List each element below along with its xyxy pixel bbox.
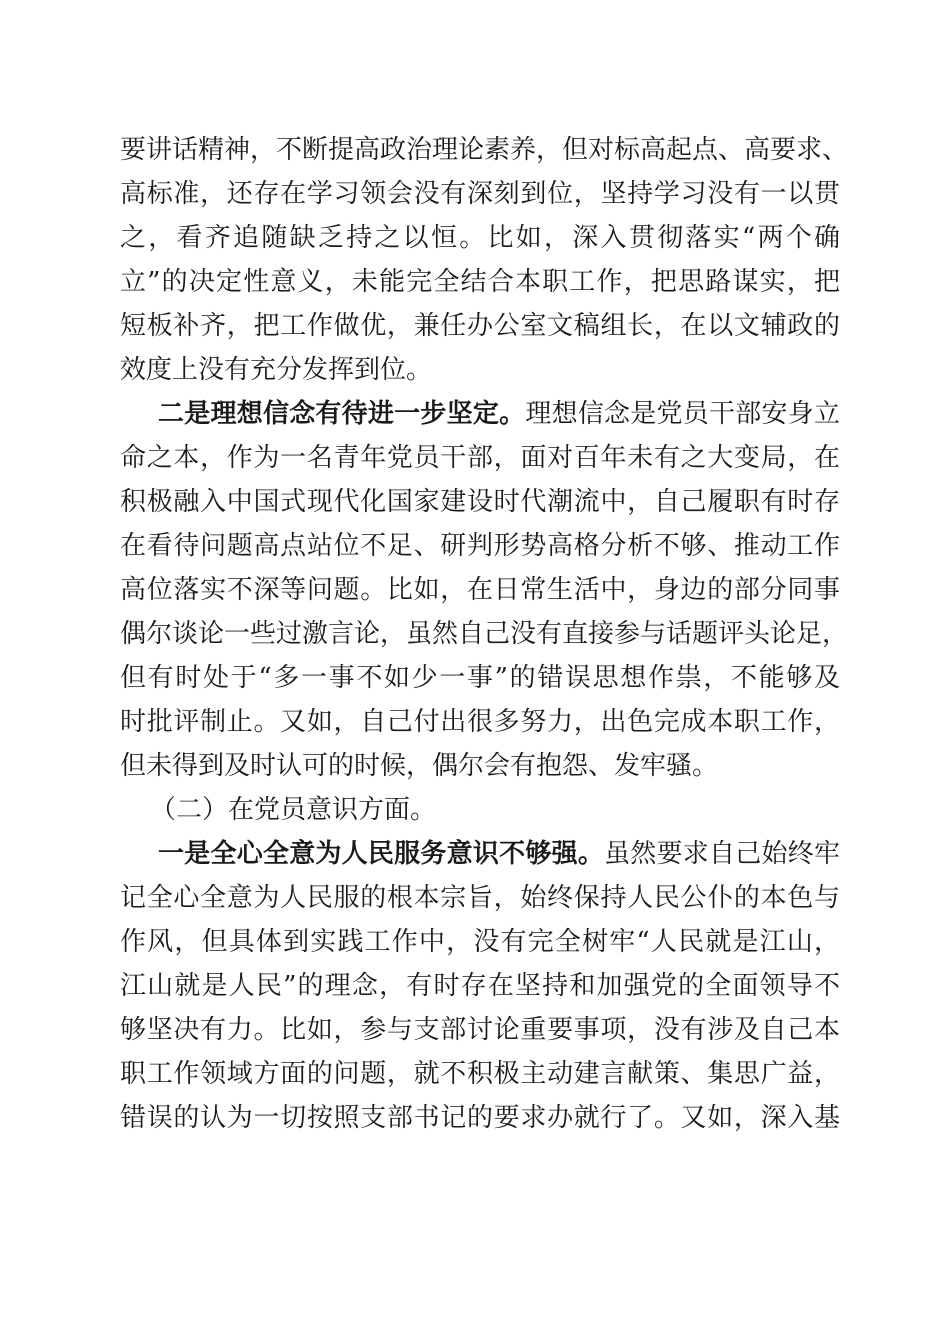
paragraph-1-line-1: 要讲话精神，不断提高政治理论素养，但对标高起点、高要求、 — [120, 135, 849, 165]
paragraph-2-line-2: 命之本，作为一名青年党员干部，面对百年未有之大变局，在 — [120, 443, 840, 473]
paragraph-2-line-4: 在看待问题高点站位不足、研判形势高格分析不够、推动工作 — [120, 531, 840, 561]
paragraph-3-line-4: 江山就是人民”的理念，有时存在坚持和加强党的全面领导不 — [120, 971, 840, 1001]
paragraph-1-line-4: 立”的决定性意义，未能完全结合本职工作，把思路谋实，把 — [120, 267, 840, 297]
paragraph-2-heading: 二是理想信念有待进一步坚定。 — [158, 399, 526, 429]
paragraph-2-line-6: 偶尔谈论一些过激言论，虽然自己没有直接参与话题评头论足， — [120, 619, 849, 649]
paragraph-3-first-line-text: 虽然要求自己始终牢 — [604, 839, 840, 869]
paragraph-3-heading: 一是全心全意为人民服务意识不够强。 — [158, 839, 605, 869]
paragraph-2-first-line — [158, 392, 840, 436]
paragraph-3-first-line — [158, 832, 840, 876]
paragraph-2-line-3: 积极融入中国式现代化国家建设时代潮流中，自己履职有时存 — [120, 487, 840, 517]
paragraph-2-line-9: 但未得到及时认可的时候，偶尔会有抱怨、发牢骚。 — [120, 751, 719, 781]
section-heading: （二）在党员意识方面。 — [150, 795, 437, 825]
paragraph-3-line-2: 记全心全意为人民服的根本宗旨，始终保持人民公仆的本色与 — [120, 883, 840, 913]
paragraph-3-line-6: 职工作领域方面的问题，就不积极主动建言献策、集思广益， — [120, 1059, 840, 1089]
paragraph-3-line-3: 作风，但具体到实践工作中，没有完全树牢“人民就是江山， — [120, 927, 840, 957]
paragraph-3-line-7: 错误的认为一切按照支部书记的要求办就行了。又如，深入基 — [120, 1103, 840, 1133]
paragraph-1-line-2: 高标准，还存在学习领会没有深刻到位，坚持学习没有一以贯 — [120, 179, 840, 209]
paragraph-2-line-7: 但有时处于“多一事不如少一事”的错误思想作祟，不能够及 — [120, 663, 840, 693]
paragraph-3-line-5: 够坚决有力。比如，参与支部讨论重要事项，没有涉及自己本 — [120, 1015, 840, 1045]
paragraph-2-line-8: 时批评制止。又如，自己付出很多努力，出色完成本职工作， — [120, 707, 840, 737]
paragraph-2-line-5: 高位落实不深等问题。比如，在日常生活中，身边的部分同事 — [120, 575, 840, 605]
paragraph-1-line-3: 之，看齐追随缺乏持之以恒。比如，深入贯彻落实“两个确 — [120, 223, 840, 253]
paragraph-1-line-5: 短板补齐，把工作做优，兼任办公室文稿组长，在以文辅政的 — [120, 311, 840, 341]
paragraph-1-line-6: 效度上没有充分发挥到位。 — [120, 355, 433, 385]
paragraph-2-first-line-text: 理想信念是党员干部安身立 — [525, 399, 840, 429]
